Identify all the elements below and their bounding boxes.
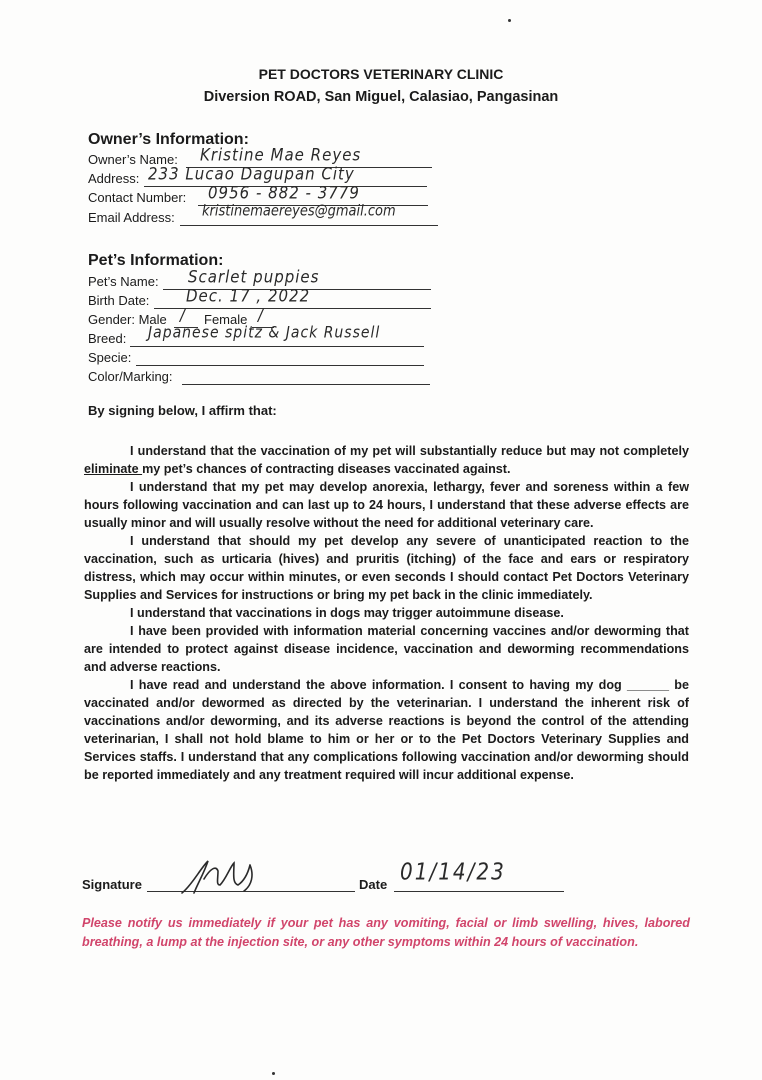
- scan-speck: [508, 19, 511, 22]
- paragraph-6: I have read and understand the above information. I consent to having my dog ______ be vaccinated and/or dewormed as directed by the veterinarian. I understand the inherent risk of vaccinations and/or deworming, and its adverse reactions is beyond the control of the attending veterinarian, I shall not hold blame to him or her or to the Pet Doctors Veterinary Supplies and Services staffs. I understand that any complications following vaccination and/or deworming should be reported immediately and any treatment required will incur additional expense.: [84, 678, 689, 782]
- paragraph-1-text-b: my pet’s chances of contracting diseases vaccinated against.: [142, 462, 511, 476]
- paragraph-4: I understand that vaccinations in dogs may trigger autoimmune disease.: [130, 606, 564, 620]
- paragraph-5: I have been provided with information material concerning vaccines and/or deworming that are intended to protect against disease incidence, vaccination and deworming recommendations and adverse reactions.: [84, 624, 689, 674]
- handwritten-signature: [174, 855, 284, 899]
- contact-number-label: Contact Number:: [88, 190, 187, 205]
- owner-name-label: Owner’s Name:: [88, 152, 178, 167]
- email-line: [180, 225, 438, 226]
- pet-section-title: Pet’s Information:: [88, 252, 224, 269]
- specie-label: Specie:: [88, 350, 132, 365]
- birth-date-line: [154, 308, 431, 309]
- owner-name-value: Kristine Mae Reyes: [200, 144, 362, 165]
- gender-female-mark: /: [258, 304, 265, 325]
- owner-section-title: Owner’s Information:: [88, 131, 249, 148]
- breed-label: Breed:: [88, 331, 127, 346]
- gender-female-label: Female: [204, 312, 248, 327]
- breed-line: [130, 346, 424, 347]
- clinic-name: PET DOCTORS VETERINARY CLINIC: [258, 66, 504, 82]
- affirm-heading: By signing below, I affirm that:: [88, 403, 277, 418]
- scan-speck-bottom: [272, 1072, 275, 1075]
- contact-number-value: 0956 - 882 - 3779: [208, 182, 360, 203]
- notice-text: Please notify us immediately if your pet has any vomiting, facial or limb swelling, hives, labored breathing, a lump at the injection site, or any other symptoms within 24 hours of vaccination.: [82, 916, 690, 949]
- consent-paragraphs: [84, 442, 689, 784]
- paragraph-1: [84, 442, 689, 478]
- breed-value: Japanese spitz & Jack Russell: [148, 323, 381, 342]
- birth-date-label: Birth Date:: [88, 293, 150, 308]
- date-value: 01/14/23: [400, 857, 506, 885]
- paragraph-2: I understand that my pet may develop anorexia, lethargy, fever and soreness within a few hours following vaccination and can last up to 24 hours, I understand that these adverse effects are usually minor and will usually resolve without the need for additional veterinary care.: [84, 480, 689, 530]
- clinic-address: Diversion ROAD, San Miguel, Calasiao, Pangasinan: [203, 89, 559, 105]
- date-line: [394, 891, 564, 892]
- email-label: Email Address:: [88, 210, 175, 225]
- address-label: Address:: [88, 171, 140, 186]
- specie-line: [136, 365, 424, 366]
- gender-male-mark: /: [180, 304, 187, 325]
- birth-date-value: Dec. 17 , 2022: [186, 285, 311, 306]
- pet-name-label: Pet’s Name:: [88, 274, 159, 289]
- color-marking-label: Color/Marking:: [88, 369, 173, 384]
- email-value: kristinemaereyes@gmail.com: [202, 202, 396, 220]
- signature-label: Signature: [82, 877, 142, 892]
- gender-male-label: Gender: Male: [88, 312, 167, 327]
- paragraph-1-text-a: I understand that the vaccination of my pet will substantially reduce but may not completely: [130, 444, 689, 458]
- date-label: Date: [359, 877, 388, 892]
- paragraph-3: I understand that should my pet develop any severe of unanticipated reaction to the vaccination, such as urticaria (hives) and pruritis (itching) of the face and ears or respiratory distress, which may occur within minutes, or even seconds I should contact Pet Doctors Veterinary Supplies and Services for instructions or bring my pet back in the clinic immediately.: [84, 534, 689, 602]
- underlined-eliminate: eliminate: [84, 462, 143, 476]
- address-value: 233 Lucao Dagupan City: [148, 163, 355, 184]
- pet-name-value: Scarlet puppies: [188, 266, 320, 287]
- color-marking-line: [182, 384, 430, 385]
